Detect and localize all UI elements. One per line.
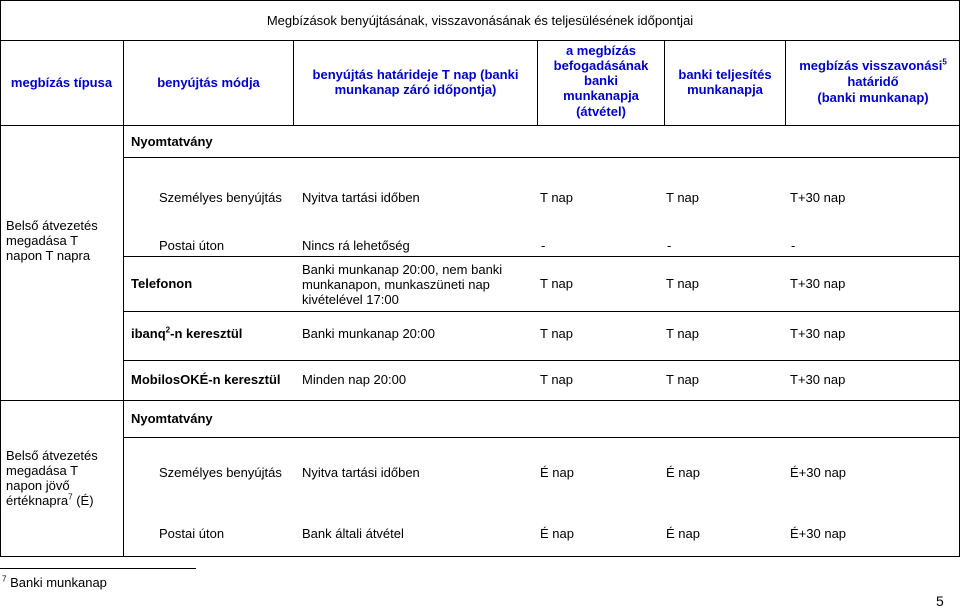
- col-header-exec-line1: banki teljesítés: [678, 67, 772, 82]
- mode-cell: Személyes benyújtás: [159, 190, 282, 205]
- accept-cell: É nap: [540, 465, 574, 480]
- deadline-cell-line1: Banki munkanap 20:00, nem banki: [302, 262, 503, 277]
- exec-cell: É nap: [666, 465, 700, 480]
- revoke-cell: T+30 nap: [790, 326, 846, 341]
- col-header-revoke-line3: (banki munkanap): [817, 90, 929, 105]
- revoke-cell: T+30 nap: [790, 276, 846, 291]
- deadline-cell-line3: kivételével 17:00: [302, 292, 399, 307]
- col-header-revoke-line2: határidő: [847, 74, 899, 89]
- col-header-deadline-line1: benyújtás határideje T nap (banki: [312, 67, 519, 82]
- accept-cell: T nap: [540, 372, 574, 387]
- col-header-deadline-line2: munkanap záró időpontja): [334, 82, 497, 97]
- deadline-cell: Nyitva tartási időben: [302, 190, 420, 205]
- col-header-accept-line5: (átvétel): [576, 104, 626, 119]
- page-number: 5: [936, 593, 944, 609]
- accept-cell: T nap: [540, 190, 574, 205]
- exec-cell: T nap: [666, 276, 700, 291]
- revoke-cell: -: [791, 238, 796, 253]
- mode-cell: MobilosOKÉ-n keresztül: [131, 372, 281, 387]
- revoke-cell: T+30 nap: [790, 372, 846, 387]
- col-header-accept-line3: banki: [584, 73, 618, 88]
- exec-cell: -: [667, 238, 672, 253]
- accept-cell: T nap: [540, 276, 574, 291]
- exec-cell: É nap: [666, 526, 700, 541]
- footnote: $^7$ Banki munkanap: [2, 574, 107, 590]
- col-header-accept-line1: a megbízás: [565, 43, 637, 58]
- exec-cell: T nap: [666, 326, 700, 341]
- col-header-revoke-line1: megbízás visszavonási$^5$: [799, 57, 947, 73]
- type-label-line3: napon T napra: [6, 248, 91, 263]
- deadline-cell: Bank általi átvétel: [302, 526, 404, 541]
- type-label-line1: Belső átvezetés: [6, 448, 98, 463]
- col-header-type: megbízás típusa: [10, 75, 113, 90]
- group-label-form: Nyomtatvány: [131, 134, 213, 149]
- col-header-accept-line4: munkanapja: [563, 88, 639, 103]
- exec-cell: T nap: [666, 190, 700, 205]
- mode-cell: Személyes benyújtás: [159, 465, 282, 480]
- accept-cell: -: [541, 238, 546, 253]
- type-label-line4: értéknapra$^7$ (É): [6, 492, 94, 508]
- col-header-exec-line2: munkanapja: [687, 82, 763, 97]
- accept-cell: É nap: [540, 526, 574, 541]
- accept-cell: T nap: [540, 326, 574, 341]
- mode-cell: Postai úton: [159, 526, 225, 541]
- mode-cell: ibanq$^2$-n keresztül: [131, 325, 243, 341]
- deadline-cell-line2: munkanapon, munkaszüneti nap: [302, 277, 490, 292]
- type-label-line3: napon jövő: [6, 478, 70, 493]
- deadline-cell: Minden nap 20:00: [302, 372, 407, 387]
- mode-cell: Telefonon: [131, 276, 193, 291]
- deadline-cell: Nincs rá lehetőség: [302, 238, 410, 253]
- revoke-cell: É+30 nap: [790, 465, 847, 480]
- type-label-line2: megadása T: [6, 233, 79, 248]
- col-header-accept-line2: befogadásának: [553, 58, 649, 73]
- group-label-form: Nyomtatvány: [131, 411, 213, 426]
- type-label-line2: megadása T: [6, 463, 79, 478]
- revoke-cell: É+30 nap: [790, 526, 847, 541]
- deadline-cell: Nyitva tartási időben: [302, 465, 420, 480]
- col-header-mode: benyújtás módja: [157, 75, 260, 90]
- deadline-cell: Banki munkanap 20:00: [302, 326, 435, 341]
- table-title: Megbízások benyújtásának, visszavonásának és teljesülésének időpontjai: [266, 13, 694, 28]
- type-label-line1: Belső átvezetés: [6, 218, 98, 233]
- exec-cell: T nap: [666, 372, 700, 387]
- revoke-cell: T+30 nap: [790, 190, 846, 205]
- mode-cell: Postai úton: [159, 238, 225, 253]
